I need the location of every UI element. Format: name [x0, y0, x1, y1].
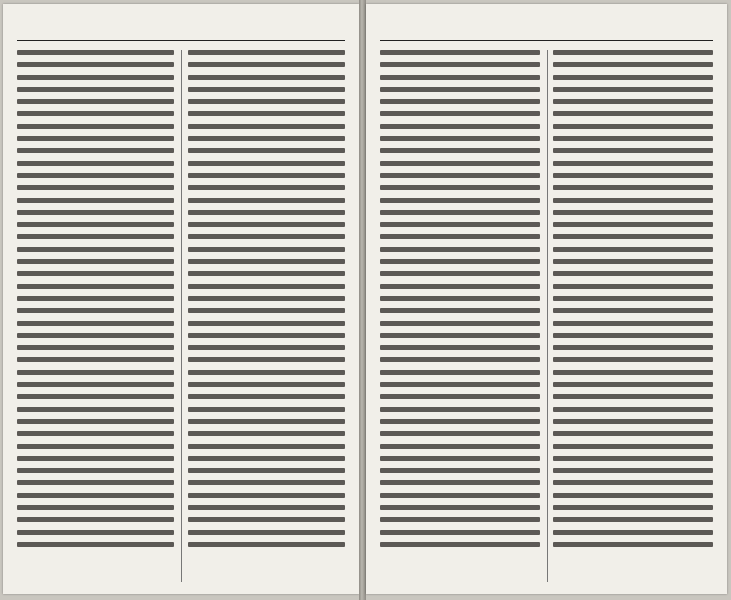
text-line — [380, 321, 540, 326]
text-line — [17, 444, 174, 449]
text-line — [553, 357, 713, 362]
text-line — [553, 394, 713, 399]
text-line — [553, 99, 713, 104]
text-line — [553, 407, 713, 412]
text-line — [380, 111, 540, 116]
text-line — [553, 210, 713, 215]
text-line — [17, 222, 174, 227]
text-line — [188, 234, 345, 239]
text-line — [17, 493, 174, 498]
text-line — [17, 247, 174, 252]
text-line — [17, 505, 174, 510]
text-line — [380, 505, 540, 510]
text-line — [17, 124, 174, 129]
text-line — [188, 382, 345, 387]
text-line — [188, 394, 345, 399]
text-line — [553, 468, 713, 473]
text-line — [553, 456, 713, 461]
text-line — [380, 517, 540, 522]
text-line — [380, 296, 540, 301]
left-page — [3, 4, 359, 594]
text-line — [380, 284, 540, 289]
text-line — [553, 148, 713, 153]
text-line — [17, 517, 174, 522]
text-line — [553, 75, 713, 80]
text-line — [553, 505, 713, 510]
text-line — [17, 357, 174, 362]
text-line — [188, 321, 345, 326]
text-line — [380, 136, 540, 141]
text-line — [380, 382, 540, 387]
text-line — [380, 530, 540, 535]
text-line — [17, 321, 174, 326]
text-line — [188, 456, 345, 461]
text-line — [380, 185, 540, 190]
text-line — [380, 50, 540, 55]
text-line — [380, 161, 540, 166]
text-line — [380, 407, 540, 412]
text-line — [17, 198, 174, 203]
text-line — [553, 111, 713, 116]
text-line — [553, 542, 713, 547]
text-line — [188, 148, 345, 153]
text-line — [188, 419, 345, 424]
text-line — [188, 431, 345, 436]
text-line — [553, 382, 713, 387]
text-line — [553, 62, 713, 67]
text-line — [380, 271, 540, 276]
text-line — [17, 210, 174, 215]
text-line — [188, 357, 345, 362]
text-line — [188, 333, 345, 338]
text-line — [188, 136, 345, 141]
left-page-column-left — [17, 50, 174, 582]
text-line — [188, 407, 345, 412]
text-line — [553, 271, 713, 276]
text-line — [380, 308, 540, 313]
text-line — [188, 87, 345, 92]
text-line — [17, 136, 174, 141]
text-line — [17, 382, 174, 387]
text-line — [380, 370, 540, 375]
left-page-columns — [17, 50, 345, 582]
text-line — [380, 468, 540, 473]
text-line — [17, 62, 174, 67]
text-line — [380, 480, 540, 485]
text-line — [188, 62, 345, 67]
text-line — [17, 148, 174, 153]
text-line — [17, 296, 174, 301]
text-line — [17, 333, 174, 338]
text-line — [188, 99, 345, 104]
text-line — [553, 530, 713, 535]
column-divider — [547, 50, 548, 582]
text-line — [17, 308, 174, 313]
text-line — [553, 185, 713, 190]
text-line — [380, 99, 540, 104]
text-line — [553, 321, 713, 326]
text-line — [188, 271, 345, 276]
right-page-column-right — [553, 50, 713, 582]
text-line — [553, 50, 713, 55]
text-line — [188, 247, 345, 252]
text-line — [553, 333, 713, 338]
text-line — [188, 296, 345, 301]
text-line — [380, 259, 540, 264]
right-page-column-left — [380, 50, 540, 582]
text-line — [188, 198, 345, 203]
text-line — [17, 456, 174, 461]
text-line — [380, 357, 540, 362]
text-line — [188, 222, 345, 227]
text-line — [17, 480, 174, 485]
text-line — [553, 284, 713, 289]
column-divider — [181, 50, 182, 582]
text-line — [188, 124, 345, 129]
text-line — [188, 210, 345, 215]
text-line — [188, 505, 345, 510]
text-line — [380, 333, 540, 338]
text-line — [188, 284, 345, 289]
text-line — [380, 493, 540, 498]
text-line — [17, 530, 174, 535]
text-line — [553, 345, 713, 350]
text-line — [380, 431, 540, 436]
text-line — [188, 468, 345, 473]
text-line — [17, 419, 174, 424]
text-line — [17, 259, 174, 264]
text-line — [188, 161, 345, 166]
text-line — [553, 161, 713, 166]
text-line — [380, 75, 540, 80]
text-line — [17, 161, 174, 166]
text-line — [188, 308, 345, 313]
right-page-header — [380, 18, 713, 41]
text-line — [553, 222, 713, 227]
text-line — [553, 296, 713, 301]
text-line — [188, 493, 345, 498]
text-line — [553, 431, 713, 436]
text-line — [188, 111, 345, 116]
text-line — [17, 284, 174, 289]
text-line — [17, 370, 174, 375]
text-line — [553, 259, 713, 264]
text-line — [380, 456, 540, 461]
text-line — [17, 271, 174, 276]
text-line — [17, 542, 174, 547]
text-line — [380, 198, 540, 203]
text-line — [17, 345, 174, 350]
text-line — [17, 99, 174, 104]
text-line — [188, 444, 345, 449]
text-line — [188, 370, 345, 375]
text-line — [17, 234, 174, 239]
text-line — [188, 259, 345, 264]
text-line — [380, 247, 540, 252]
text-line — [380, 62, 540, 67]
text-line — [188, 530, 345, 535]
text-line — [380, 419, 540, 424]
text-line — [17, 407, 174, 412]
text-line — [17, 468, 174, 473]
text-line — [553, 124, 713, 129]
left-page-header — [17, 18, 345, 41]
text-line — [553, 370, 713, 375]
text-line — [188, 75, 345, 80]
text-line — [17, 75, 174, 80]
text-line — [188, 185, 345, 190]
text-line — [17, 394, 174, 399]
text-line — [380, 345, 540, 350]
text-line — [17, 185, 174, 190]
text-line — [380, 234, 540, 239]
text-line — [188, 517, 345, 522]
text-line — [17, 431, 174, 436]
text-line — [553, 247, 713, 252]
text-line — [188, 173, 345, 178]
text-line — [188, 542, 345, 547]
right-page-columns — [380, 50, 713, 582]
right-page — [366, 4, 727, 594]
text-line — [553, 173, 713, 178]
text-line — [380, 124, 540, 129]
text-line — [553, 480, 713, 485]
text-line — [380, 148, 540, 153]
text-line — [553, 444, 713, 449]
left-page-column-right — [188, 50, 345, 582]
text-line — [17, 50, 174, 55]
text-line — [188, 50, 345, 55]
text-line — [553, 87, 713, 92]
text-line — [380, 87, 540, 92]
text-line — [553, 234, 713, 239]
text-line — [553, 198, 713, 203]
text-line — [17, 111, 174, 116]
text-line — [380, 210, 540, 215]
text-line — [17, 87, 174, 92]
text-line — [188, 345, 345, 350]
book-gutter — [359, 0, 366, 600]
text-line — [553, 493, 713, 498]
text-line — [188, 480, 345, 485]
text-line — [380, 173, 540, 178]
text-line — [380, 394, 540, 399]
text-line — [553, 308, 713, 313]
text-line — [553, 517, 713, 522]
text-line — [380, 542, 540, 547]
text-line — [553, 419, 713, 424]
text-line — [17, 173, 174, 178]
text-line — [380, 222, 540, 227]
text-line — [553, 136, 713, 141]
text-line — [380, 444, 540, 449]
